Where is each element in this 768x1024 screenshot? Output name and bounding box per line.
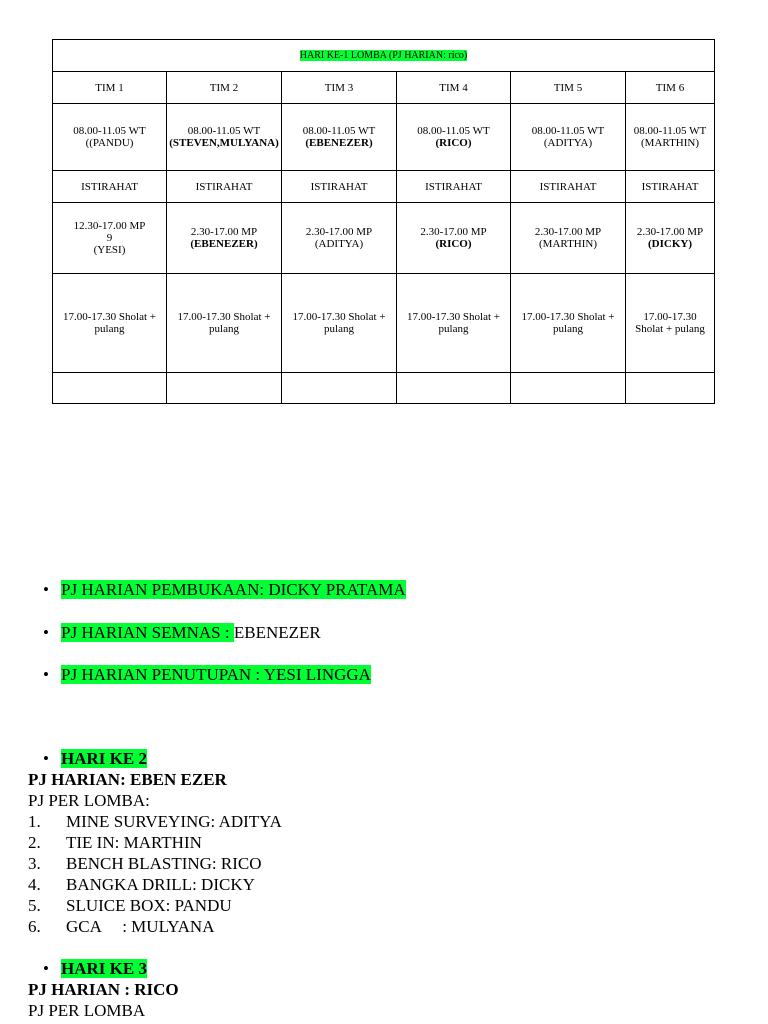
cell-time: 08.00-11.05 WT <box>531 125 605 137</box>
cell-time: 08.00-11.05 WT <box>417 125 490 137</box>
day-3-per-lomba: PJ PER LOMBA <box>28 1001 146 1020</box>
cell-name: (MARTHIN) <box>641 137 699 149</box>
list-item <box>28 916 282 937</box>
cell-line: pulang <box>324 323 354 335</box>
cell-time: 2.30-17.00 MP <box>420 226 487 238</box>
header-tim-3: TIM 3 <box>282 72 397 104</box>
list-item <box>28 853 282 874</box>
cell-time: 2.30-17.00 MP <box>636 226 704 238</box>
cell-extra: 9 <box>106 232 113 244</box>
cell-line: 17.00-17.30 <box>643 311 697 323</box>
cell-time: 08.00-11.05 WT <box>633 125 707 137</box>
cell-line: 17.00-17.30 Sholat + <box>292 311 386 323</box>
table-cell <box>53 274 167 373</box>
table-row-afternoon <box>53 203 715 274</box>
pj-highlight: PJ HARIAN SEMNAS : <box>61 622 234 642</box>
cell-name: (YESI) <box>93 244 126 256</box>
cell-name: (DICKY) <box>648 238 692 250</box>
table-cell <box>167 274 282 373</box>
cell-time: 2.30-17.00 MP <box>534 226 602 238</box>
cell-line: 17.00-17.30 Sholat + <box>521 311 615 323</box>
list-item <box>61 660 406 703</box>
list-item <box>61 618 406 661</box>
pj-list <box>0 575 406 703</box>
table-cell <box>167 203 282 274</box>
empty-cell <box>53 373 167 404</box>
list-item <box>28 874 282 895</box>
item-number: 6. <box>28 917 41 936</box>
empty-cell <box>397 373 511 404</box>
cell-time: 12.30-17.00 MP <box>73 220 146 232</box>
item-text: SLUICE BOX: PANDU <box>66 896 232 915</box>
day-3-section <box>28 958 179 1021</box>
break-cell: ISTIRAHAT <box>53 171 167 203</box>
break-cell: ISTIRAHAT <box>167 171 282 203</box>
item-text: MINE SURVEYING: ADITYA <box>66 812 282 831</box>
item-number: 1. <box>28 812 41 831</box>
day-3-heading-item <box>28 958 179 979</box>
header-tim-6: TIM 6 <box>626 72 715 104</box>
cell-name: (ADITYA) <box>314 238 364 250</box>
break-cell: ISTIRAHAT <box>397 171 511 203</box>
cell-name: (EBENEZER) <box>305 137 373 149</box>
list-item <box>28 895 282 916</box>
table-header-row <box>53 72 715 104</box>
break-cell: ISTIRAHAT <box>626 171 715 203</box>
table-cell <box>397 203 511 274</box>
header-tim-2: TIM 2 <box>167 72 282 104</box>
item-text: TIE IN: MARTHIN <box>66 833 202 852</box>
cell-name: (RICO) <box>435 238 472 250</box>
header-tim-5: TIM 5 <box>511 72 626 104</box>
table-cell <box>626 104 715 171</box>
cell-line: Sholat + pulang <box>635 323 705 335</box>
table-row-closing <box>53 274 715 373</box>
table-cell <box>282 104 397 171</box>
day-2-heading-item <box>28 748 282 769</box>
schedule-table <box>52 39 715 404</box>
item-text: BENCH BLASTING: RICO <box>66 854 262 873</box>
table-cell <box>511 104 626 171</box>
cell-line: 17.00-17.30 Sholat + <box>63 311 156 323</box>
table-cell <box>167 104 282 171</box>
break-cell: ISTIRAHAT <box>511 171 626 203</box>
item-text: GCA : MULYANA <box>66 917 215 936</box>
day-3-heading: HARI KE 3 <box>61 959 147 978</box>
table-title: HARI KE-1 LOMBA (PJ HARIAN: rico) <box>299 49 468 61</box>
cell-time: 2.30-17.00 MP <box>305 226 373 238</box>
item-number: 3. <box>28 854 41 873</box>
table-cell <box>511 203 626 274</box>
table-cell <box>53 203 167 274</box>
table-cell <box>626 274 715 373</box>
day-2-pj: PJ HARIAN: EBEN EZER <box>28 770 227 789</box>
empty-cell <box>511 373 626 404</box>
cell-name: (EBENEZER) <box>190 238 258 250</box>
cell-line: pulang <box>94 323 125 335</box>
table-cell <box>397 274 511 373</box>
list-item <box>28 832 282 853</box>
table-cell <box>626 203 715 274</box>
cell-name: (MARTHIN) <box>539 238 597 250</box>
item-text: BANGKA DRILL: DICKY <box>66 875 255 894</box>
day-3-pj: PJ HARIAN : RICO <box>28 980 179 999</box>
day-2-heading: HARI KE 2 <box>61 749 147 768</box>
cell-name: (RICO) <box>435 137 472 149</box>
empty-cell <box>167 373 282 404</box>
table-cell <box>282 203 397 274</box>
table-row-empty <box>53 373 715 404</box>
cell-line: pulang <box>209 323 239 335</box>
table-cell <box>397 104 511 171</box>
cell-line: 17.00-17.30 Sholat + <box>177 311 271 323</box>
cell-name: ((PANDU) <box>85 137 134 149</box>
pj-highlight: PJ HARIAN PENUTUPAN : YESI LINGGA <box>61 665 371 684</box>
cell-time: 08.00-11.05 WT <box>302 125 376 137</box>
cell-line: pulang <box>553 323 583 335</box>
table-row-morning <box>53 104 715 171</box>
item-number: 2. <box>28 833 41 852</box>
list-item <box>28 811 282 832</box>
day-2-section <box>28 748 282 937</box>
header-tim-1: TIM 1 <box>53 72 167 104</box>
break-cell: ISTIRAHAT <box>282 171 397 203</box>
cell-time: 08.00-11.05 WT <box>187 125 261 137</box>
cell-time: 08.00-11.05 WT <box>73 125 146 137</box>
cell-name: (STEVEN,MULYANA) <box>169 137 279 149</box>
pj-rest: EBENEZER <box>233 622 321 642</box>
table-title-cell <box>53 40 715 72</box>
cell-line: 17.00-17.30 Sholat + <box>407 311 500 323</box>
header-tim-4: TIM 4 <box>397 72 511 104</box>
table-cell <box>282 274 397 373</box>
table-row-break <box>53 171 715 203</box>
cell-time: 2.30-17.00 MP <box>190 226 258 238</box>
list-item <box>61 575 406 618</box>
cell-line: pulang <box>438 323 469 335</box>
empty-cell <box>626 373 715 404</box>
empty-cell <box>282 373 397 404</box>
table-cell <box>511 274 626 373</box>
table-cell <box>53 104 167 171</box>
pj-highlight: PJ HARIAN PEMBUKAAN: DICKY PRATAMA <box>61 580 406 599</box>
item-number: 5. <box>28 896 41 915</box>
cell-name: (ADITYA) <box>543 137 593 149</box>
item-number: 4. <box>28 875 41 894</box>
day-2-per-lomba: PJ PER LOMBA: <box>28 791 150 810</box>
